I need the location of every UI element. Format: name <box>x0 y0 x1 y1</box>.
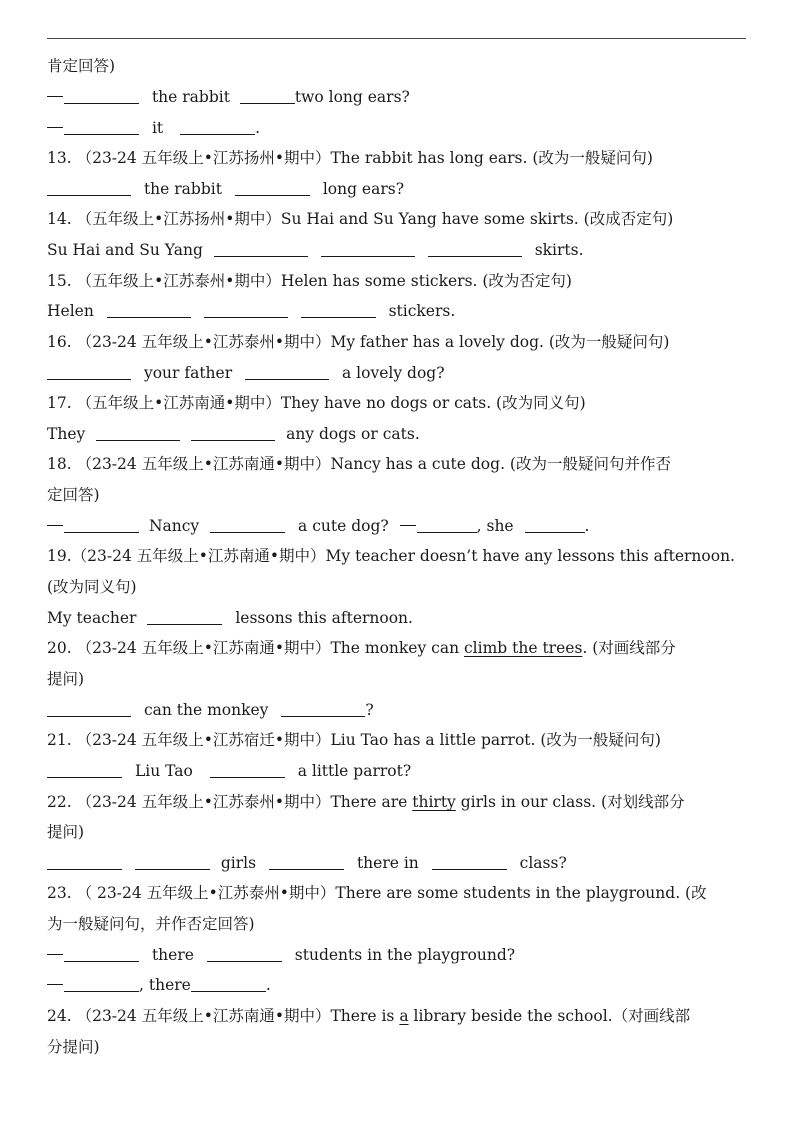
answer-blank[interactable] <box>96 425 180 441</box>
answer-blank[interactable] <box>207 946 282 962</box>
question-23: 23. （ 23-24 五年级上•江苏泰州•期中）There are some students in the playground. (改 <box>47 884 707 902</box>
answer-17: They any dogs or cats. <box>47 425 420 443</box>
dash-mark <box>400 525 416 526</box>
question-16: 16. （23-24 五年级上•江苏泰州•期中）My father has a lovely dog. (改为一般疑问句) <box>47 333 670 351</box>
dash-mark <box>47 127 63 128</box>
answer-blank[interactable] <box>64 976 139 992</box>
dash-mark <box>47 96 63 97</box>
answer-blank[interactable] <box>47 364 131 380</box>
question-12-line-b: 肯定回答) <box>47 57 116 75</box>
header-rule <box>47 38 746 39</box>
question-18: 18. （23-24 五年级上•江苏南通•期中）Nancy has a cute dog. (改为一般疑问句并作否 <box>47 455 671 473</box>
answer-blank[interactable] <box>214 241 308 257</box>
answer-blank[interactable] <box>47 762 122 778</box>
question-17: 17. （五年级上•江苏南通•期中）They have no dogs or cats. (改为同义句) <box>47 394 586 412</box>
dash-mark <box>47 984 63 985</box>
answer-blank[interactable] <box>135 854 210 870</box>
answer-blank[interactable] <box>107 302 191 318</box>
answer-blank[interactable] <box>245 364 329 380</box>
answer-blank[interactable] <box>210 517 285 533</box>
underlined-phrase: thirty <box>412 793 456 811</box>
answer-12-line-2: it . <box>47 118 747 138</box>
answer-blank[interactable] <box>240 88 295 104</box>
question-19-line-b: (改为同义句) <box>47 578 137 596</box>
answer-18: Nancy a cute dog? , she . <box>47 516 747 536</box>
question-19: 19.（23-24 五年级上•江苏南通•期中）My teacher doesn’t have any lessons this afternoon. <box>47 547 735 565</box>
answer-13: the rabbit long ears? <box>47 179 747 199</box>
answer-21: Liu Tao a little parrot? <box>47 761 747 781</box>
answer-blank[interactable] <box>235 180 310 196</box>
answer-blank[interactable] <box>64 946 139 962</box>
question-14: 14. （五年级上•江苏扬州•期中）Su Hai and Su Yang have some skirts. (改成否定句) <box>47 210 674 228</box>
answer-blank[interactable] <box>417 517 477 533</box>
dash-mark <box>47 525 63 526</box>
answer-blank[interactable] <box>301 302 376 318</box>
answer-23-line-2: , there . <box>47 975 747 995</box>
answer-blank[interactable] <box>64 517 139 533</box>
answer-blank[interactable] <box>180 119 255 135</box>
answer-19: My teacher lessons this afternoon. <box>47 609 413 627</box>
answer-blank[interactable] <box>64 119 139 135</box>
answer-blank[interactable] <box>47 701 131 717</box>
answer-blank[interactable] <box>47 180 131 196</box>
answer-12-line-1: the rabbit two long ears? <box>47 87 747 107</box>
answer-23-line-1: there students in the playground? <box>47 945 747 965</box>
question-18-line-b: 定回答) <box>47 486 100 504</box>
answer-14: Su Hai and Su Yang skirts. <box>47 241 584 259</box>
dash-mark <box>47 954 63 955</box>
answer-blank[interactable] <box>269 854 344 870</box>
answer-blank[interactable] <box>191 425 275 441</box>
answer-blank[interactable] <box>64 88 139 104</box>
answer-blank[interactable] <box>191 976 266 992</box>
answer-15: Helen stickers. <box>47 302 456 320</box>
question-23-line-b: 为一般疑问句，并作否定回答) <box>47 915 255 933</box>
question-20: 20. （23-24 五年级上•江苏南通•期中）The monkey can climb the trees. (对画线部分 <box>47 639 676 657</box>
answer-blank[interactable] <box>281 701 365 717</box>
underlined-phrase: a <box>399 1007 409 1025</box>
answer-blank[interactable] <box>47 854 122 870</box>
answer-22: girls there in class? <box>47 853 747 873</box>
question-24: 24. （23-24 五年级上•江苏南通•期中）There is a library beside the school.（对画线部 <box>47 1007 691 1025</box>
answer-blank[interactable] <box>432 854 507 870</box>
answer-blank[interactable] <box>210 762 285 778</box>
question-20-line-b: 提问) <box>47 670 85 688</box>
question-22-line-b: 提问) <box>47 823 85 841</box>
answer-blank[interactable] <box>525 517 585 533</box>
underlined-phrase: climb the trees <box>464 639 583 657</box>
answer-20: can the monkey ? <box>47 700 747 720</box>
answer-blank[interactable] <box>428 241 522 257</box>
question-21: 21. （23-24 五年级上•江苏宿迁•期中）Liu Tao has a little parrot. (改为一般疑问句) <box>47 731 661 749</box>
question-15: 15. （五年级上•江苏泰州•期中）Helen has some stickers. (改为否定句) <box>47 272 572 290</box>
answer-blank[interactable] <box>204 302 288 318</box>
answer-blank[interactable] <box>321 241 415 257</box>
answer-blank[interactable] <box>147 609 222 625</box>
question-24-line-b: 分提问) <box>47 1038 100 1056</box>
question-22: 22. （23-24 五年级上•江苏泰州•期中）There are thirty girls in our class. (对划线部分 <box>47 793 685 811</box>
answer-16: your father a lovely dog? <box>47 363 747 383</box>
question-13: 13. （23-24 五年级上•江苏扬州•期中）The rabbit has long ears. (改为一般疑问句) <box>47 149 653 167</box>
